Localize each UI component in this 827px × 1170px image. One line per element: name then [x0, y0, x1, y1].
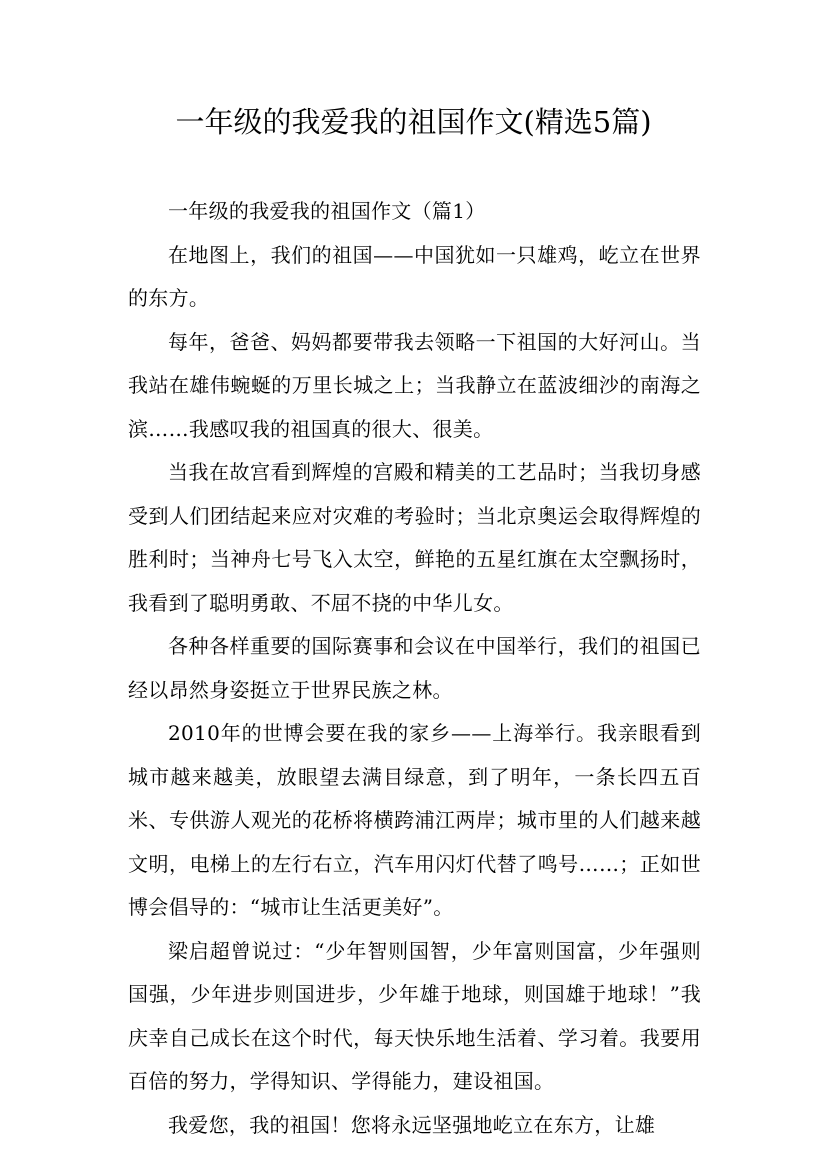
paragraph-2: 每年，爸爸、妈妈都要带我去领略一下祖国的大好河山。当我站在雄伟蜿蜒的万里长城之上；当我静立在蓝波细沙的南海之滨……我感叹我的祖国真的很大、很美。	[128, 329, 701, 441]
paragraph-5: 2010年的世博会要在我的家乡——上海举行。我亲眼看到城市越来越美，放眼望去满目绿意，到了明年，一条长四五百米、专供游人观光的花桥将横跨浦江两岸；城市里的人们越来越文明，电梯上的左行右立，汽车用闪灯代替了鸣号……；正如世博会倡导的：“城市让生活更美好”。	[128, 721, 701, 919]
paragraph-1: 在地图上，我们的祖国——中国犹如一只雄鸡，屹立在世界的东方。	[128, 242, 701, 310]
section-heading: 一年级的我爱我的祖国作文（篇1）	[168, 199, 486, 223]
paragraph-6: 梁启超曾说过：“少年智则国智，少年富则国富，少年强则国强，少年进步则国进步，少年雄于地球，则国雄于地球！”我庆幸自己成长在这个时代，每天快乐地生活着、学习着。我要用百倍的努力，学得知识、学得能力，建设祖国。	[128, 938, 701, 1093]
paragraph-4: 各种各样重要的国际赛事和会议在中国举行，我们的祖国已经以昂然身姿挺立于世界民族之林。	[128, 634, 701, 702]
article-body	[128, 190, 701, 1147]
paragraph-3: 当我在故宫看到辉煌的宫殿和精美的工艺品时；当我切身感受到人们团结起来应对灾难的考验时；当北京奥运会取得辉煌的胜利时；当神舟七号飞入太空，鲜艳的五星红旗在太空飘扬时，我看到了聪明勇敢、不屈不挠的中华儿女。	[128, 460, 701, 615]
paragraph-7: 我爱您，我的祖国！您将永远坚强地屹立在东方，让雄	[168, 1112, 656, 1137]
document-title: 一年级的我爱我的祖国作文(精选5篇)	[175, 105, 652, 139]
